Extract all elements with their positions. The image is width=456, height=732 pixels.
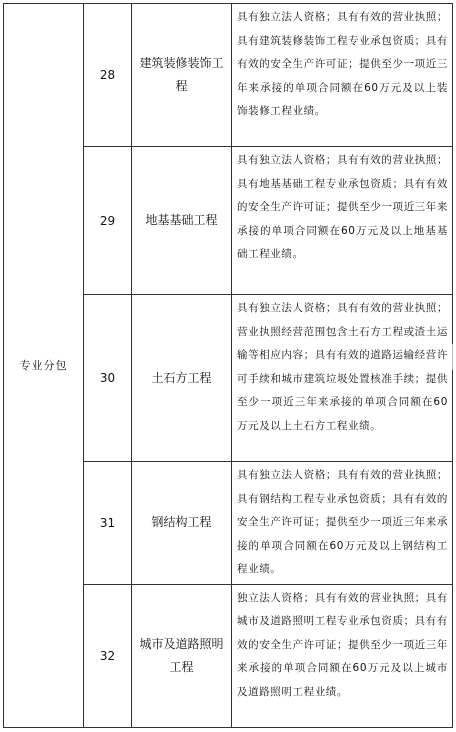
row-number: 30	[84, 295, 132, 462]
qualification-table	[3, 3, 453, 728]
qualification-requirements: 具有独立法人资格；具有有效的营业执照；营业执照经营范围包含土石方工程或渣土运输等相应内容；具有有效的道路运输经营许可手续和城市建筑垃圾处置核准手续；提供至少一项近三年来承接的单项合同额在60万元及以上土石方工程业绩。	[232, 295, 453, 462]
qualification-requirements: 具有独立法人资格；具有有效的营业执照；具有地基基础工程专业承包资质；具有有效的安全生产许可证；提供至少一项近三年来承接的单项合同额在60万元及以上地基基础工程业绩。	[232, 147, 453, 295]
project-name: 地基基础工程	[132, 147, 232, 295]
project-name: 钢结构工程	[132, 462, 232, 585]
category-cell: 专业分包	[4, 4, 84, 728]
row-number: 31	[84, 462, 132, 585]
row-number: 29	[84, 147, 132, 295]
row-number: 28	[84, 4, 132, 147]
row-number: 32	[84, 584, 132, 727]
qualification-requirements: 独立法人资格；具有有效的营业执照；具有城市及道路照明工程专业承包资质；具有有效的安全生产许可证；提供至少一项近三年来承接的单项合同额在60万元及以上城市及道路照明工程业绩。	[232, 584, 453, 727]
table-row	[4, 4, 453, 147]
project-name: 土石方工程	[132, 295, 232, 462]
qualification-requirements: 具有独立法人资格；具有有效的营业执照；具有钢结构工程专业承包资质；具有有效的安全生产许可证；提供至少一项近三年来承接的单项合同额在60万元及以上钢结构工程业绩。	[232, 462, 453, 585]
qualification-requirements: 具有独立法人资格；具有有效的营业执照；具有建筑装修装饰工程专业承包资质；具有有效的安全生产许可证；提供至少一项近三年来承接的单项合同额在60万元及以上装饰装修工程业绩。	[232, 4, 453, 147]
page-edge-marker	[452, 344, 456, 370]
project-name: 建筑装修装饰工程	[132, 4, 232, 147]
project-name: 城市及道路照明工程	[132, 584, 232, 727]
